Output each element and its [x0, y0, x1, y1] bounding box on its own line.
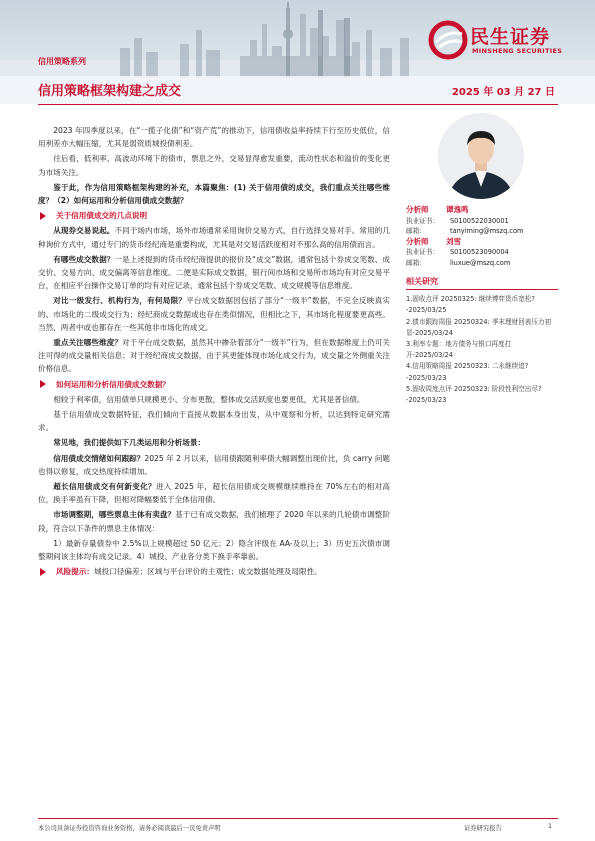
risk-warning: [38, 565, 390, 578]
paragraph-text: 基于已有成交数据，我们梳理了 2020 年以来的几轮债市调整阶段，符合以下条件的票息主体情况：: [38, 510, 390, 533]
footer-disclaimer: 本公司具备证券投资咨询业务资格，请务必阅读最后一页免责声明: [38, 825, 221, 832]
paragraph-text: 对于平台成交数据，虽然其中掺杂着部分“一级半”行为，但在数据维度上仍可关注可得的成交量相关信息；对于经纪商成交数据，由于其更能体现市场化成交行为，成交量之外侧重关注价格信息。: [38, 338, 390, 374]
cert-number: S0100522030001: [450, 216, 509, 225]
paragraph: 2023 年四季度以来，在“一揽子化债”和“资产荒”的推动下，信用债收益率持续下行至历史低位，信用利差亦大幅压缩，尤其是弱资质城投债利差。: [38, 126, 390, 149]
risk-text-wrap: [56, 565, 322, 578]
header-divider: [38, 104, 558, 105]
email-label: 邮箱：: [406, 258, 426, 267]
paragraph: 往后看，低利率、高波动环境下的债市，票息之外，交易显得愈发重要，流动性状态和溢价的变化更为市场关注。: [38, 154, 390, 177]
paragraph: [38, 452, 390, 478]
report-date: 2025 年 03 月 27 日: [451, 87, 555, 98]
page-number: 1: [548, 823, 553, 830]
cert-number: S0100523090004: [450, 248, 509, 257]
section-heading-1: [38, 209, 390, 222]
page-footer: [38, 818, 558, 832]
report-body: [38, 124, 390, 581]
risk-label: 风险提示：: [56, 567, 94, 577]
cert-label: 执业证书：: [406, 248, 439, 257]
paragraph-text: 进入 2025 年，超长信用债成交规模继续维持在 70%左右的相对高位，换手率虽有下降，但相对降幅要低于全体信用债。: [38, 482, 390, 505]
email-link[interactable]: liuxue@mszq.com: [450, 258, 511, 267]
analyst-card: [406, 237, 558, 269]
paragraph: [38, 508, 390, 534]
paragraph-focus: 鉴于此，作为信用策略框架构建的补充，本篇聚焦：(1) 关于信用债的成交，我们重点关注哪些维度？（2）如何运用和分析信用债成交数据？: [38, 182, 390, 206]
section-heading-2: [38, 378, 390, 391]
related-research-item[interactable]: 5.固收周度点评 20250323: 阶段性利空出尽? -2025/03/23: [406, 384, 542, 404]
related-research-list: [406, 294, 558, 406]
paragraph-lead: 信用债成交情绪如何跟踪？: [53, 453, 145, 463]
logo-text-en: MINSHENG SECURITIES: [472, 47, 563, 55]
logo-mark-icon: [428, 20, 468, 60]
analyst-portrait-image: [438, 113, 524, 199]
analyst-list: [406, 205, 558, 269]
analyst-photo: [438, 113, 524, 199]
footer-report-type: 证券研究报告: [464, 825, 502, 832]
related-research-item[interactable]: 4.信用策略周报 20250323: 二永继续追? -2025/03/23: [406, 362, 529, 382]
paragraph-text: 不同于场内市场，场外市场通常采用询价交易方式，自行选择交易对手。常用的几种询价方式中，通过专门的货币经纪商是重要构成，尤其是对交易活跃度相对不那么高的信用债而言。: [38, 226, 390, 249]
paragraph-text: 一是上述提到的货币经纪商提供的报价及“成交”数据，通常包括个券成交笔数、成交价、交易方向、成交偏离等信息维度。二便是实际成交数据，银行间市场和交易所市场均有对应交易平台，在相应平台操作交易订单的均有对应记录，通常包括个券成交笔数、成交规模等信息维度。: [38, 254, 390, 291]
paragraph-text: 平台成交数据因包括了部分“一级半”数据，不完全反映真实的、市场化的二级成交行为；经纪商成交数据或也存在类似情况，但相比之下，其市场化程度要更高些。当然，两者中或也都存在一些其他非市场化的成交。: [38, 296, 390, 332]
paragraph: 1）最新存量债券中 2.5%以上规模超过 50 亿元；2）隐含评级在 AA-及以上；3）历史五次债市调整期间该主体均有成交记录。4）城投、产业各分类下换手率靠前。: [38, 538, 390, 562]
paragraph: [38, 294, 390, 334]
analyst-name: 刘雪: [446, 236, 461, 246]
brand-logo: [428, 20, 580, 62]
paragraph-lead: 市场调整期，哪些票息主体有卖盘？: [53, 510, 176, 520]
paragraph-lead: 超长信用债成交有何新变化？: [53, 482, 156, 492]
analyst-name: 谭逸鸣: [446, 205, 469, 214]
related-research-item[interactable]: 3.利率专题：地方债务与银口再度打开-2025/03/24: [406, 339, 512, 360]
email-link[interactable]: tanyiming@mszq.com: [450, 227, 524, 236]
sidebar: [406, 113, 558, 406]
triangle-bullet-icon: [40, 212, 46, 220]
paragraph: [38, 336, 390, 376]
paragraph-lead: 有哪些成交数据？: [53, 254, 115, 264]
paragraph: [38, 480, 390, 506]
paragraph-text: 2025 年 2 月以来，信用债跟随利率债大幅调整出现价比，负 carry 问题也得以修复，成交热度持续增加。: [38, 453, 391, 476]
triangle-bullet-icon: [40, 380, 46, 388]
logo-text-cn: 民生证券: [470, 26, 551, 48]
email-label: 邮箱：: [406, 227, 426, 236]
risk-text: 城投口径偏差；区域与平台评价的主观性；成交数据处理及局限性。: [93, 567, 322, 577]
paragraph-lead: 重点关注哪些维度？: [53, 338, 123, 348]
cert-label: 执业证书：: [406, 216, 439, 225]
related-research-item[interactable]: 1.固收点评 20250325: 继续博弈货币宽松? -2025/03/25: [406, 295, 535, 315]
analyst-card: [406, 205, 558, 237]
related-research-heading: 相关研究: [406, 277, 558, 291]
paragraph: [38, 253, 390, 293]
triangle-bullet-icon: [40, 568, 46, 576]
paragraph-lead: 从现券交易说起。: [53, 226, 115, 236]
section-heading-text: 如何运用和分析信用债成交数据？: [56, 379, 170, 389]
related-research-item[interactable]: 2.债市跟踪周报 20250324: 季末理财回表压力初显-2025/03/24: [406, 317, 552, 337]
report-series: 信用策略系列: [38, 57, 86, 66]
report-title: 信用策略框架构建之成交: [38, 84, 182, 99]
header-banner: [0, 0, 595, 104]
section-heading-text: 关于信用债成交的几点说明: [56, 211, 148, 221]
paragraph: [38, 224, 390, 250]
paragraph: 基于信用债成交数据特征，我们倾向于直接从数据本身出发，从中观察和分析，以达到特定研究需求。: [38, 410, 390, 433]
paragraph: 相较于利率债，信用债单只规模更小、分布更散，整体成交活跃度也要更低，尤其是普信债。: [53, 394, 365, 404]
paragraph-lead: 常见地，我们提供如下几类运用和分析场景：: [53, 438, 206, 448]
paragraph-lead: 对比一级发行、机构行为，有何局限？: [53, 296, 187, 306]
analyst-role: 分析师: [406, 205, 429, 214]
analyst-role: 分析师: [406, 236, 429, 246]
